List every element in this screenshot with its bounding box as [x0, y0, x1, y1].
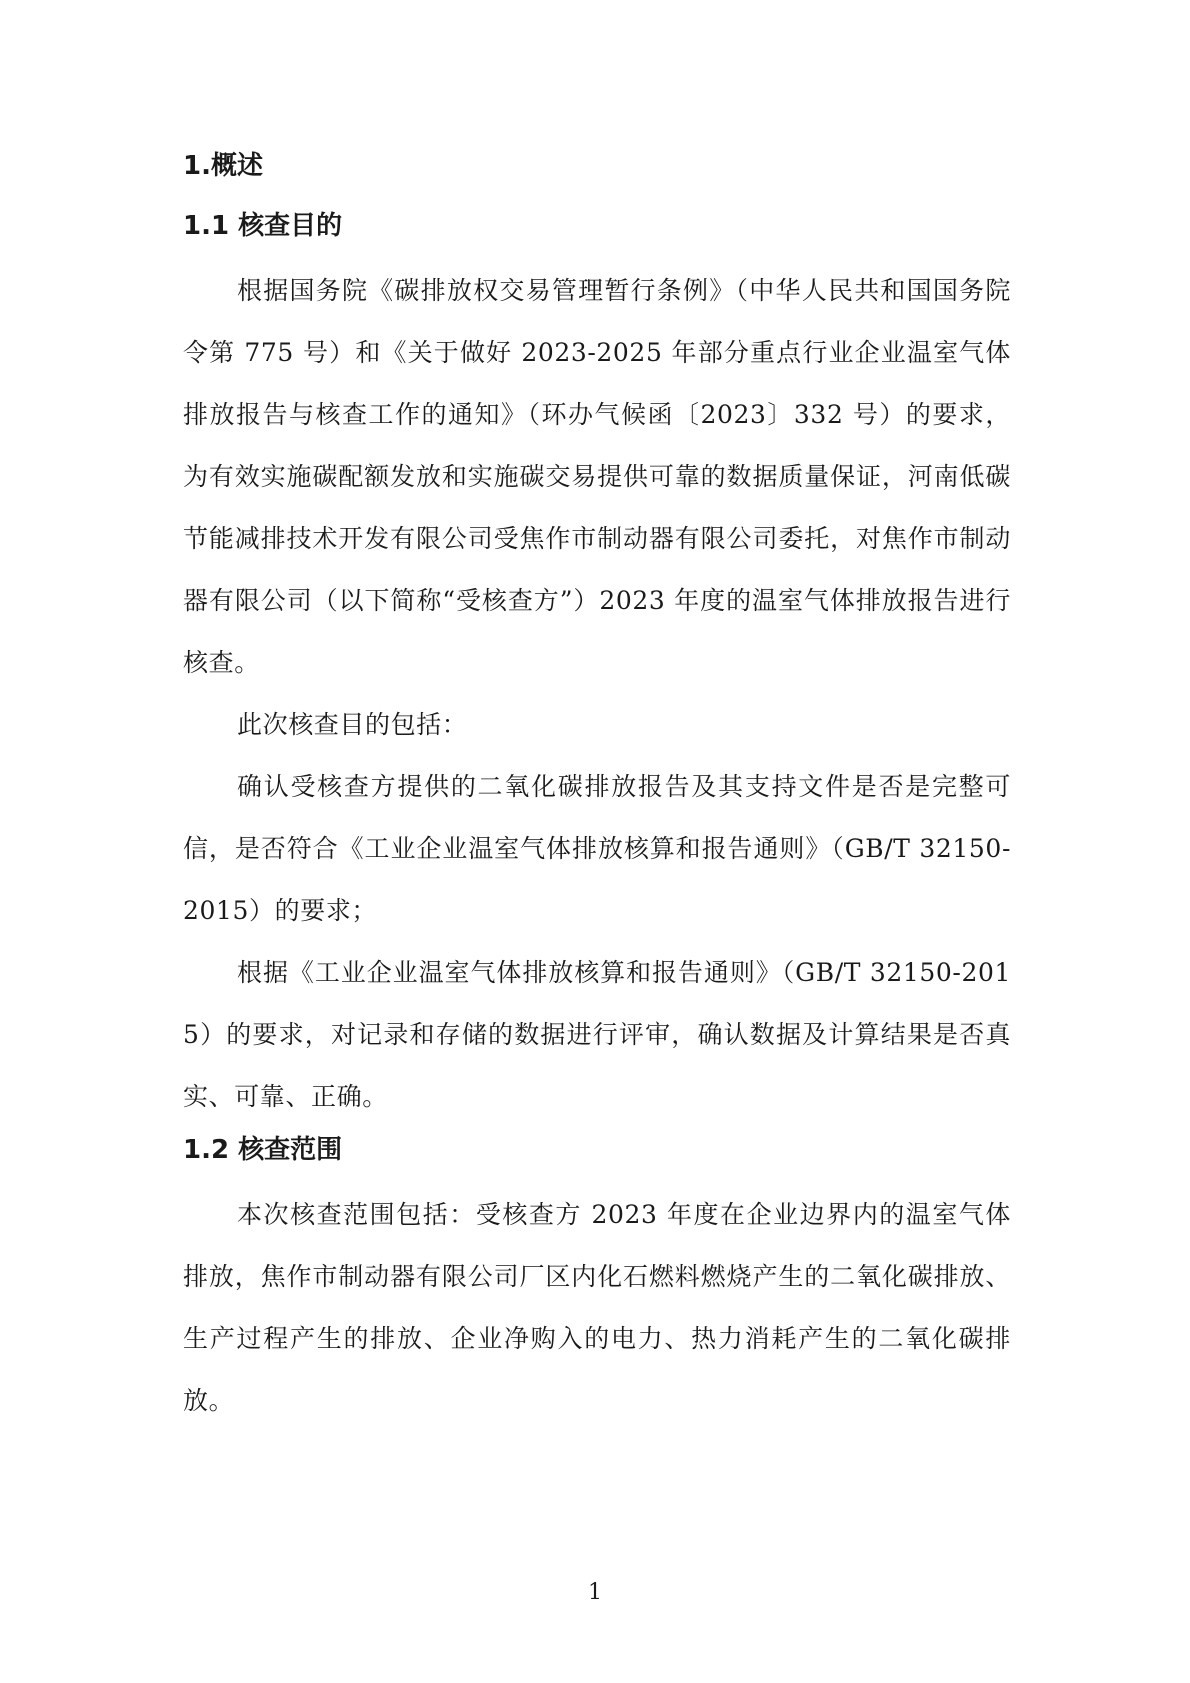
heading-verification-purpose: 1.1 核查目的	[183, 211, 343, 241]
paragraph-purpose-item-2: 根据《工业企业温室气体排放核算和报告通则》（GB/T 32150-2015）的要求，对记录和存储的数据进行评审，确认数据及计算结果是否真实、可靠、正确。	[183, 958, 1011, 1111]
page-number: 1	[588, 1580, 602, 1605]
heading-verification-scope: 1.2 核查范围	[183, 1135, 343, 1165]
paragraph-scope: 本次核查范围包括：受核查方 2023 年度在企业边界内的温室气体排放，焦作市制动器有限公司厂区内化石燃料燃烧产生的二氧化碳排放、生产过程产生的排放、企业净购入的电力、热力消耗产生的二氧化碳排放。	[183, 1200, 1011, 1415]
document-body	[183, 150, 1011, 1432]
paragraph-purpose-intro: 此次核查目的包括：	[237, 710, 468, 739]
paragraph-purpose-item-1: 确认受核查方提供的二氧化碳排放报告及其支持文件是否是完整可信，是否符合《工业企业温室气体排放核算和报告通则》（GB/T 32150-2015）的要求；	[183, 772, 1011, 925]
paragraph-purpose-background: 根据国务院《碳排放权交易管理暂行条例》（中华人民共和国国务院令第 775 号）和《关于做好 2023-2025 年部分重点行业企业温室气体排放报告与核查工作的通知》（环办气候函〔2023〕332 号）的要求，为有效实施碳配额发放和实施碳交易提供可靠的数据质量保证，河南低碳节能减排技术开发有限公司受焦作市制动器有限公司委托，对焦作市制动器有限公司（以下简称“受核查方”）2023 年度的温室气体排放报告进行核查。	[183, 276, 1011, 677]
heading-overview: 1.概述	[183, 151, 263, 181]
